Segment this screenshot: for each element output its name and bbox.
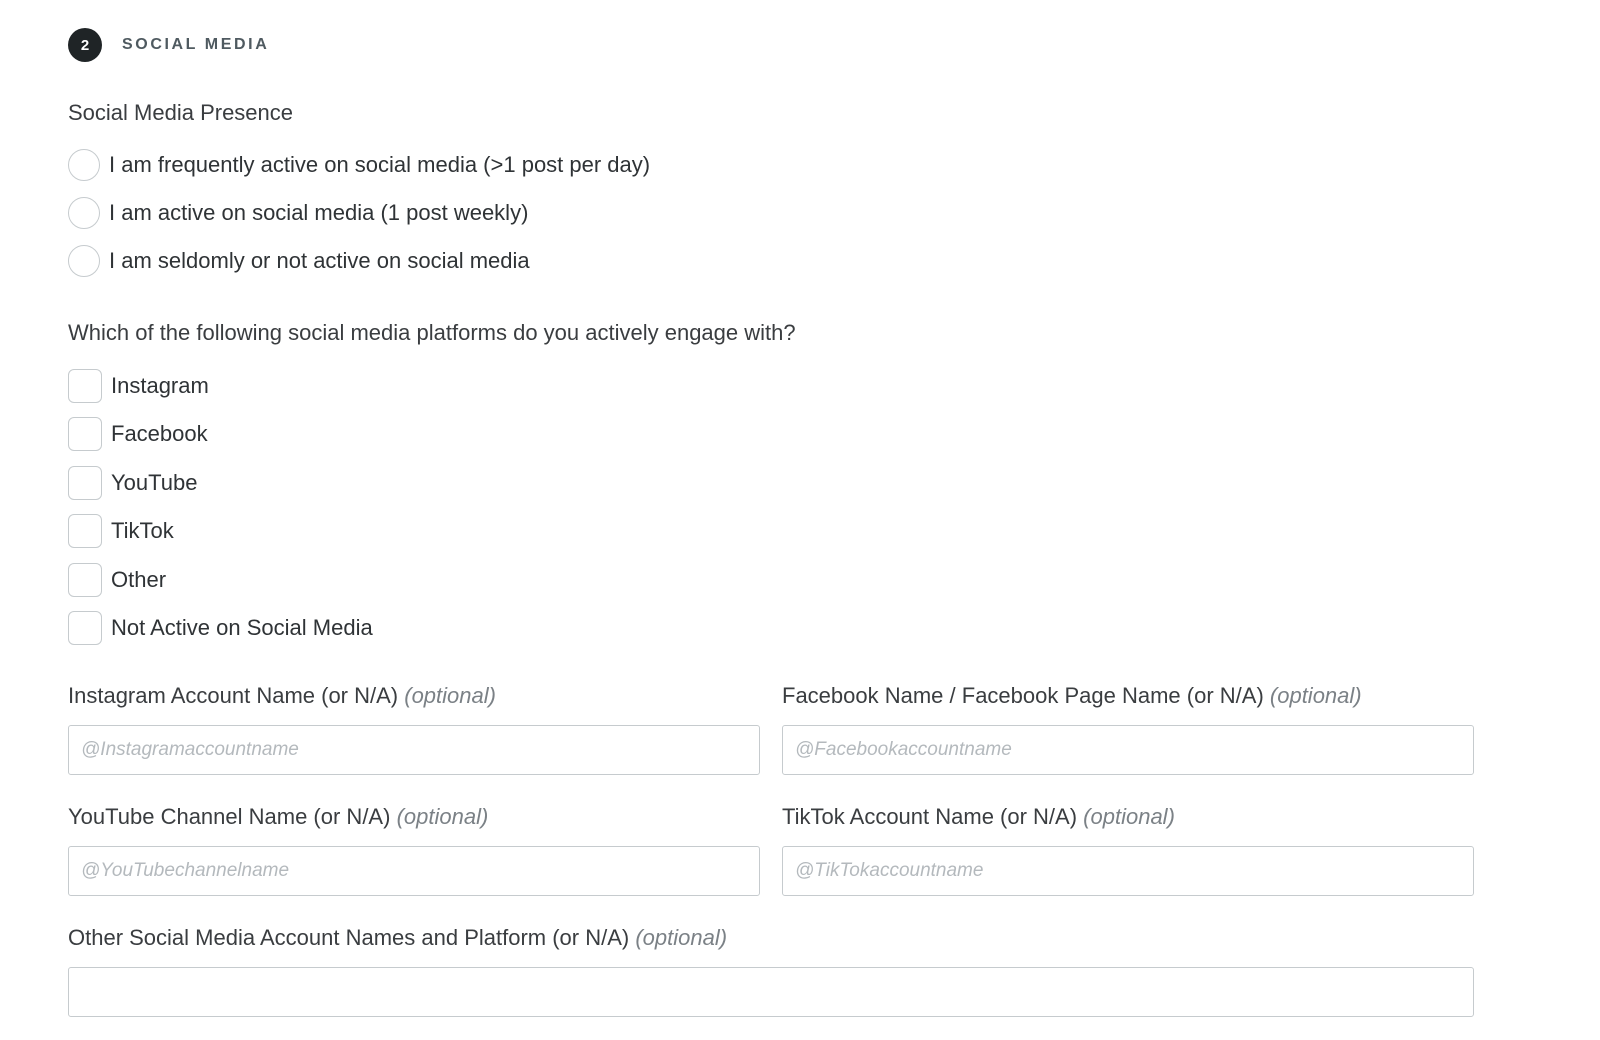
platform-option-not-active[interactable] [68,610,373,646]
presence-question-label: Social Media Presence [68,100,294,125]
platform-option-facebook[interactable] [68,416,208,452]
presence-option-weekly[interactable] [68,195,528,231]
facebook-field [782,683,1474,775]
radio-button[interactable] [68,245,100,277]
option-label: I am seldomly or not active on social media [109,248,530,273]
field-label-text: YouTube Channel Name (or N/A) [68,804,391,829]
option-label: TikTok [111,518,174,543]
option-label: YouTube [111,470,198,495]
option-label: I am frequently active on social media (>1 post per day) [109,152,651,177]
tiktok-field-label [782,804,1474,834]
tiktok-input[interactable] [782,846,1474,896]
facebook-input[interactable] [782,725,1474,775]
field-label-text: TikTok Account Name (or N/A) [782,804,1078,829]
radio-button[interactable] [68,149,100,181]
option-label: Not Active on Social Media [111,615,373,640]
presence-option-seldom[interactable] [68,243,530,279]
other-accounts-field-label [68,925,1474,955]
optional-tag: (optional) [396,804,489,829]
checkbox[interactable] [68,514,102,548]
field-label-text: Facebook Name / Facebook Page Name (or N/A) [782,683,1264,708]
instagram-field [68,683,760,775]
field-label-text: Instagram Account Name (or N/A) [68,683,399,708]
optional-tag: (optional) [404,683,496,708]
platform-option-instagram[interactable] [68,368,209,404]
optional-tag: (optional) [1083,804,1175,829]
checkbox[interactable] [68,417,102,451]
instagram-input[interactable] [68,725,760,775]
checkbox[interactable] [68,466,102,500]
optional-tag: (optional) [1269,683,1362,708]
checkbox[interactable] [68,369,102,403]
youtube-field [68,804,760,896]
other-accounts-field [68,925,1474,1017]
platform-option-youtube[interactable] [68,465,197,501]
option-label: Instagram [111,373,209,398]
youtube-field-label [68,804,760,834]
platform-option-tiktok[interactable] [68,513,174,549]
platforms-question-label: Which of the following social media platforms do you actively engage with? [68,320,796,345]
instagram-field-label [68,683,760,713]
section-header [68,28,269,62]
radio-button[interactable] [68,197,100,229]
section-title: SOCIAL MEDIA [122,36,270,53]
other-accounts-input[interactable] [68,967,1474,1017]
option-label: I am active on social media (1 post weekly) [109,200,529,225]
field-label-text: Other Social Media Account Names and Platform (or N/A) [68,925,630,950]
facebook-field-label [782,683,1474,713]
checkbox[interactable] [68,563,102,597]
checkbox[interactable] [68,611,102,645]
presence-option-frequent[interactable] [68,147,650,183]
option-label: Other [111,567,167,592]
option-label: Facebook [111,421,208,446]
optional-tag: (optional) [635,925,728,950]
tiktok-field [782,804,1474,896]
youtube-input[interactable] [68,846,760,896]
step-number-badge: 2 [68,28,102,62]
platform-option-other[interactable] [68,562,166,598]
